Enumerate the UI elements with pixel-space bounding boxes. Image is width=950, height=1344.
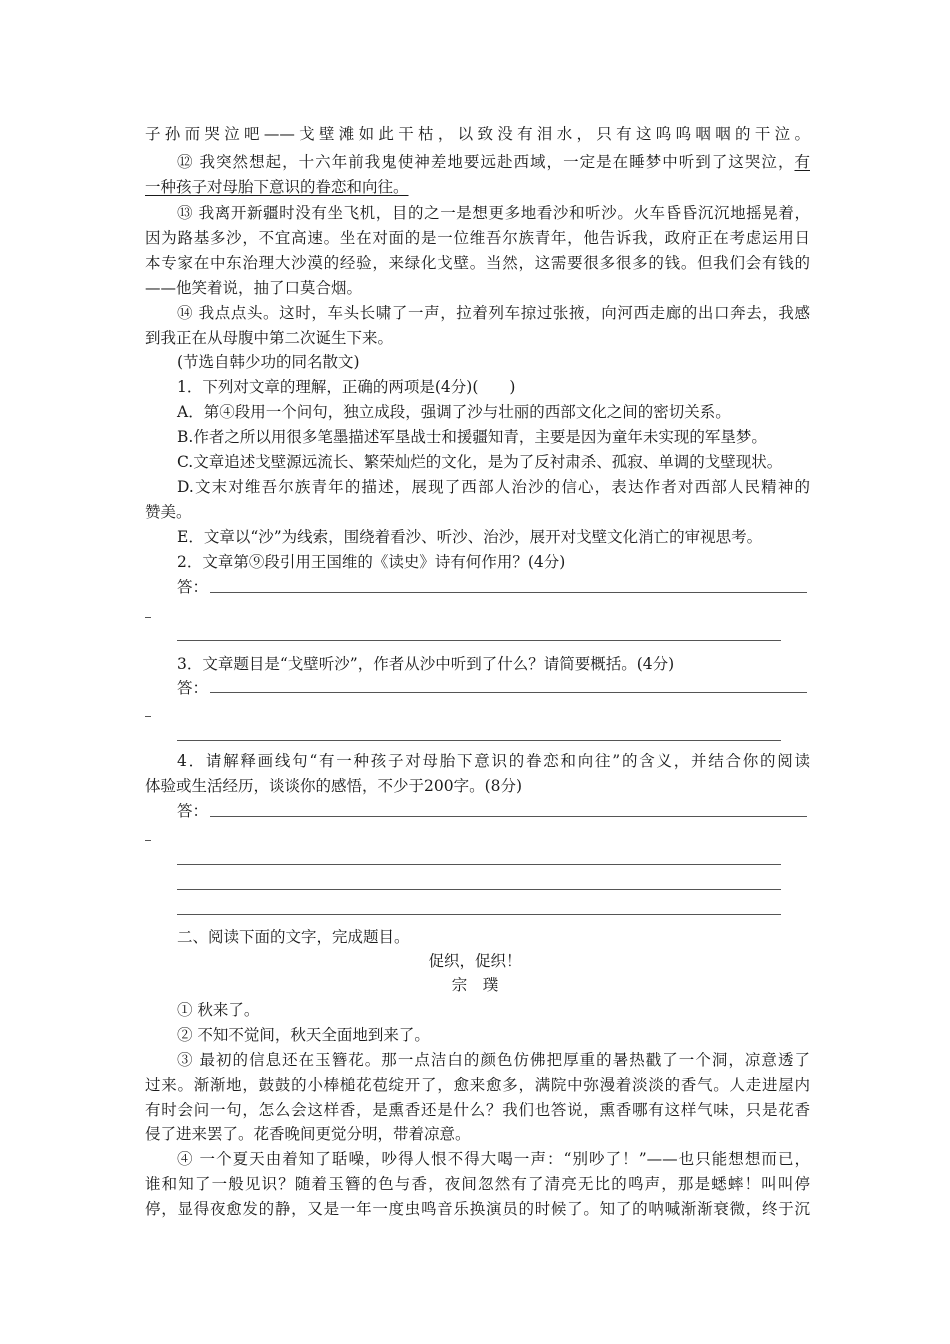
essay-paragraph-4-line-2: 谁和知了一般见识？随着玉簪的色与香，夜间忽然有了清亮无比的鸣声，那是蟋蟀！叫叫停 [145,1175,810,1193]
question-1: 1．下列对文章的理解，正确的两项是(4分)( ) [177,378,516,396]
line-continuation-dash [145,716,151,717]
essay-paragraph-1: ① 秋来了。 [177,1001,260,1019]
paragraph-12-line-2 [145,175,810,199]
answer-line[interactable] [177,640,781,641]
paragraph-13-line-2: 因为路基多沙，不宜高速。坐在对面的是一位维吾尔族青年，他告诉我，政府正在考虑运用日 [145,229,810,247]
question-4-line-2: 体验或生活经历，谈谈你的感悟，不少于200字。(8分) [145,777,523,795]
answer-line[interactable] [210,692,807,693]
essay-paragraph-4-line-1: ④ 一个夏天由着知了聒噪，吵得人恨不得大喝一声：“别吵了！”——也只能想想而已， [177,1150,810,1168]
line-continuation-dash [145,617,151,618]
essay-paragraph-3-line-2: 过来。渐渐地，鼓鼓的小棒槌花苞绽开了，愈来愈多，满院中弥漫着淡淡的香气。人走进屋内 [145,1076,810,1094]
paragraph-12-line-1 [177,150,810,174]
answer-line[interactable] [177,914,781,915]
question-4-line-1: 4．请解释画线句“有一种孩子对母胎下意识的眷恋和向往”的含义，并结合你的阅读 [177,752,810,770]
paragraph-14-line-1: ⑭ 我点点头。这时，车头长啸了一声，拉着列车掠过张掖，向河西走廊的出口奔去，我感 [177,304,810,322]
answer-label: 答： [177,679,209,697]
essay-paragraph-2: ② 不知不觉间，秋天全面地到来了。 [177,1026,430,1044]
essay-author: 宗 璞 [451,976,499,994]
source-note: (节选自韩少功的同名散文) [177,353,360,371]
option-a: A．第④段用一个问句，独立成段，强调了沙与壮丽的西部文化之间的密切关系。 [177,403,731,421]
essay-paragraph-3-line-3: 有时会问一句，怎么会这样香，是熏香还是什么？我们也答说，熏香哪有这样气味，只是花香 [145,1101,810,1119]
answer-label: 答： [177,578,209,596]
paragraph-14-line-2: 到我正在从母腹中第二次诞生下来。 [145,329,394,347]
option-d-line-1: D.文末对维吾尔族青年的描述，展现了西部人治沙的信心，表达作者对西部人民精神的 [177,478,810,496]
section-2-heading: 二、阅读下面的文字，完成题目。 [177,928,410,946]
passage-line: 子孙而哭泣吧——戈壁滩如此干枯，以致没有泪水，只有这呜呜咽咽的干泣。 [145,125,810,143]
line-continuation-dash [145,840,151,841]
answer-line[interactable] [177,864,781,865]
essay-title: 促织，促织！ [428,952,522,970]
question-3: 3．文章题目是“戈壁听沙”，作者从沙中听到了什么？请简要概括。(4分) [177,655,675,673]
paragraph-12-text: ⑫ 我突然想起，十六年前我鬼使神差地要远赴西域，一定是在睡梦中听到了这哭泣， [177,153,795,171]
option-b: B.作者之所以用很多笔墨描述军垦战士和援疆知青，主要是因为童年未实现的军垦梦。 [177,428,767,446]
paragraph-13-line-1: ⑬ 我离开新疆时没有坐飞机，目的之一是想更多地看沙和听沙。火车昏昏沉沉地摇晃着， [177,204,810,222]
answer-line[interactable] [177,889,781,890]
underlined-sentence: 一种孩子对母胎下意识的眷恋和向往。 [145,178,409,196]
essay-paragraph-3-line-1: ③ 最初的信息还在玉簪花。那一点洁白的颜色仿佛把厚重的暑热戳了一个洞，凉意透了 [177,1051,810,1069]
answer-label: 答： [177,802,209,820]
paragraph-13-line-3: 本专家在中东治理大沙漠的经验，来绿化戈壁。当然，这需要很多很多的钱。但我们会有钱的 [145,254,810,272]
question-2: 2．文章第⑨段引用王国维的《读史》诗有何作用？(4分) [177,553,566,571]
answer-line[interactable] [177,740,781,741]
underlined-sentence-start: 有 [794,153,810,171]
option-e: E．文章以“沙”为线索，围绕着看沙、听沙、治沙，展开对戈壁文化消亡的审视思考。 [177,528,763,546]
essay-paragraph-4-line-3: 停，显得夜愈发的静，又是一年一度虫鸣音乐换演员的时候了。知了的呐喊渐渐衰微，终于沉 [145,1200,810,1218]
answer-line[interactable] [210,592,807,593]
paragraph-13-line-4: ——他笑着说，抽了口莫合烟。 [145,279,363,297]
option-d-line-2: 赞美。 [145,503,192,521]
option-c: C.文章追述戈壁源远流长、繁荣灿烂的文化，是为了反衬肃杀、孤寂、单调的戈壁现状。 [177,453,783,471]
answer-line[interactable] [210,816,807,817]
essay-paragraph-3-line-4: 侵了进来罢了。花香晚间更觉分明，带着凉意。 [145,1125,471,1143]
